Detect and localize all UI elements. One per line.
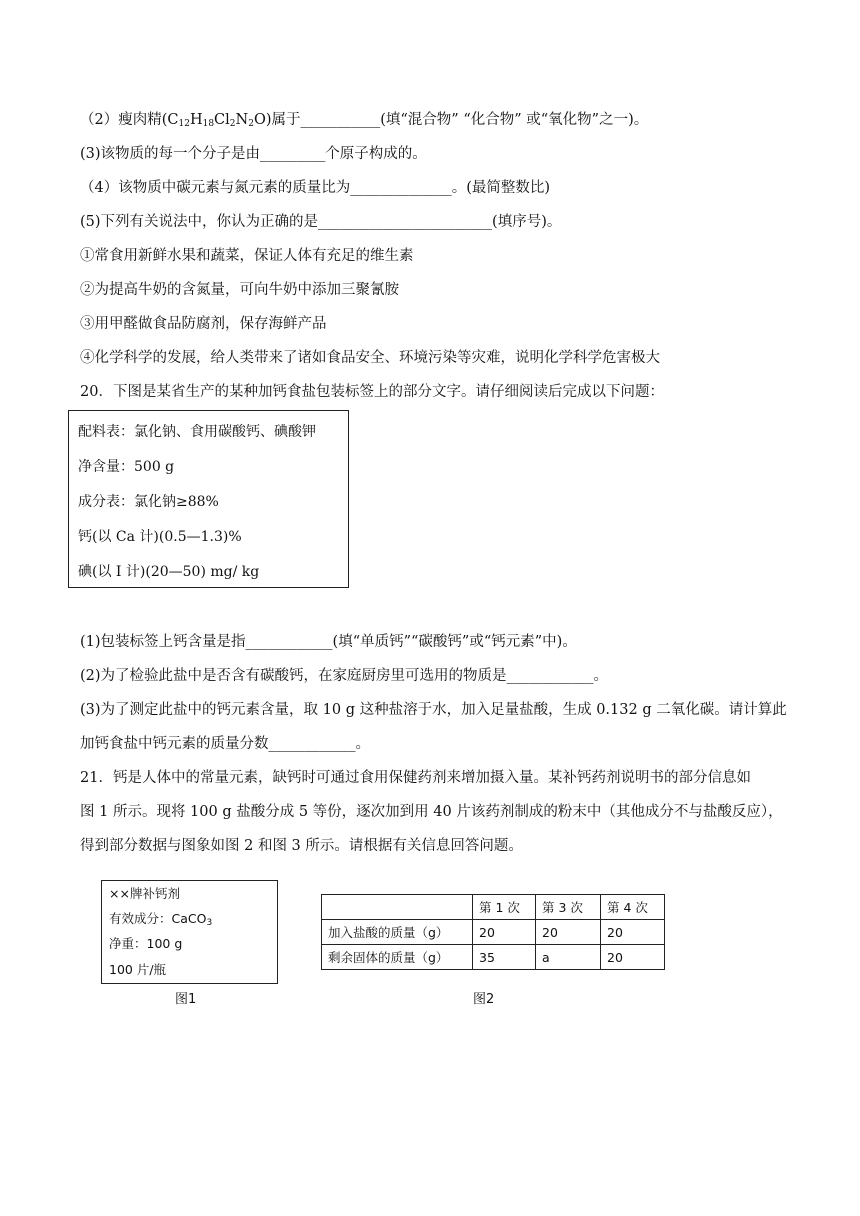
table-cell: 20 (601, 920, 665, 945)
subscript: 18 (202, 119, 215, 129)
table-cell: a (536, 945, 601, 970)
supplement-brand: ××牌补钙剂 (109, 886, 180, 901)
salt-package-label (68, 410, 349, 588)
table-header-cell (322, 895, 473, 920)
supplement-net-weight: 净重：100 g (109, 936, 183, 951)
supplement-ingredient-text: 有效成分：CaCO (109, 911, 207, 926)
q19-part2-text-b: O)属于___________(填“混合物” “化合物” 或“氧化物”之一)。 (253, 112, 649, 128)
element-symbol: N (235, 112, 249, 128)
subscript: 2 (248, 119, 254, 129)
element-symbol: H (189, 112, 203, 128)
q20-sub3-line1: (3)为了测定此盐中的钙元素含量，取 10 g 这种盐溶于水，加入足量盐酸，生成 0.132 g 二氧化碳。请计算此 (80, 702, 787, 718)
label-composition: 成分表：氯化钠≥88% (78, 494, 219, 510)
q19-part4: （4）该物质中碳元素与氮元素的质量比为______________。(最简整数比) (80, 180, 551, 196)
table-header-cell: 第 3 次 (536, 895, 601, 920)
subscript: 2 (229, 119, 236, 129)
subscript: 12 (178, 119, 190, 129)
q20-intro: 20．下图是某省生产的某种加钙食盐包装标签上的部分文字。请仔细阅读后完成以下问题： (80, 384, 664, 400)
q19-option-4: ④化学科学的发展，给人类带来了诸如食品安全、环境污染等灾难，说明化学科学危害极大 (80, 350, 660, 366)
figure1-caption: 图1 (175, 992, 197, 1007)
figure2-caption: 图2 (473, 992, 495, 1007)
supplement-label-figure (101, 880, 278, 984)
table-row (322, 945, 665, 970)
supplement-ingredient (109, 909, 212, 927)
q20-sub2: (2)为了检验此盐中是否含有碳酸钙，在家庭厨房里可选用的物质是____________。 (80, 668, 609, 684)
table-row (322, 920, 665, 945)
q19-part2-text-a: （2）瘦肉精(C (80, 112, 179, 128)
q19-option-3: ③用甲醛做食品防腐剂，保存海鲜产品 (80, 316, 327, 332)
q19-option-2: ②为提高牛奶的含氮量，可向牛奶中添加三聚氰胺 (80, 282, 399, 298)
q21-line1: 21．钙是人体中的常量元素，缺钙时可通过食用保健药剂来增加摄入量。某补钙药剂说明书的部分信息如 (80, 770, 751, 786)
label-iodine: 碘(以 I 计)(20—50) mg/ kg (78, 564, 260, 580)
q20-sub3-line2: 加钙食盐中钙元素的质量分数____________。 (80, 736, 370, 752)
supplement-count: 100 片/瓶 (109, 962, 167, 977)
q20-sub1: (1)包装标签上钙含量是指____________(填“单质钙”“碳酸钙”或“钙元素”中)。 (80, 634, 577, 650)
q21-line3: 得到部分数据与图象如图 2 和图 3 所示。请根据有关信息回答问题。 (80, 838, 523, 854)
table-header-cell: 第 1 次 (473, 895, 536, 920)
experiment-data-table (321, 894, 665, 970)
table-cell: 剩余固体的质量（g） (322, 945, 473, 970)
table-cell: 20 (536, 920, 601, 945)
label-ingredients: 配料表：氯化钠、食用碳酸钙、碘酸钾 (78, 424, 316, 440)
label-net-content: 净含量：500 g (78, 459, 175, 475)
table-cell: 35 (473, 945, 536, 970)
table-header-row (322, 895, 665, 920)
table-cell: 20 (473, 920, 536, 945)
q19-part5: (5)下列有关说法中，你认为正确的是________________________(填序号)。 (80, 214, 562, 230)
q19-part3: (3)该物质的每一个分子是由_________个原子构成的。 (80, 146, 427, 162)
table-header-cell: 第 4 次 (601, 895, 665, 920)
table-cell: 20 (601, 945, 665, 970)
table-cell: 加入盐酸的质量（g） (322, 920, 473, 945)
label-calcium: 钙(以 Ca 计)(0.5—1.3)% (78, 529, 242, 545)
element-symbol: Cl (214, 112, 230, 128)
q19-part2 (80, 110, 648, 130)
q19-option-1: ①常食用新鲜水果和蔬菜，保证人体有充足的维生素 (80, 248, 414, 264)
subscript: 3 (206, 918, 213, 928)
q21-line2: 图 1 所示。现将 100 g 盐酸分成 5 等份，逐次加到用 40 片该药剂制成的粉末中（其他成分不与盐酸反应）， (80, 804, 783, 820)
